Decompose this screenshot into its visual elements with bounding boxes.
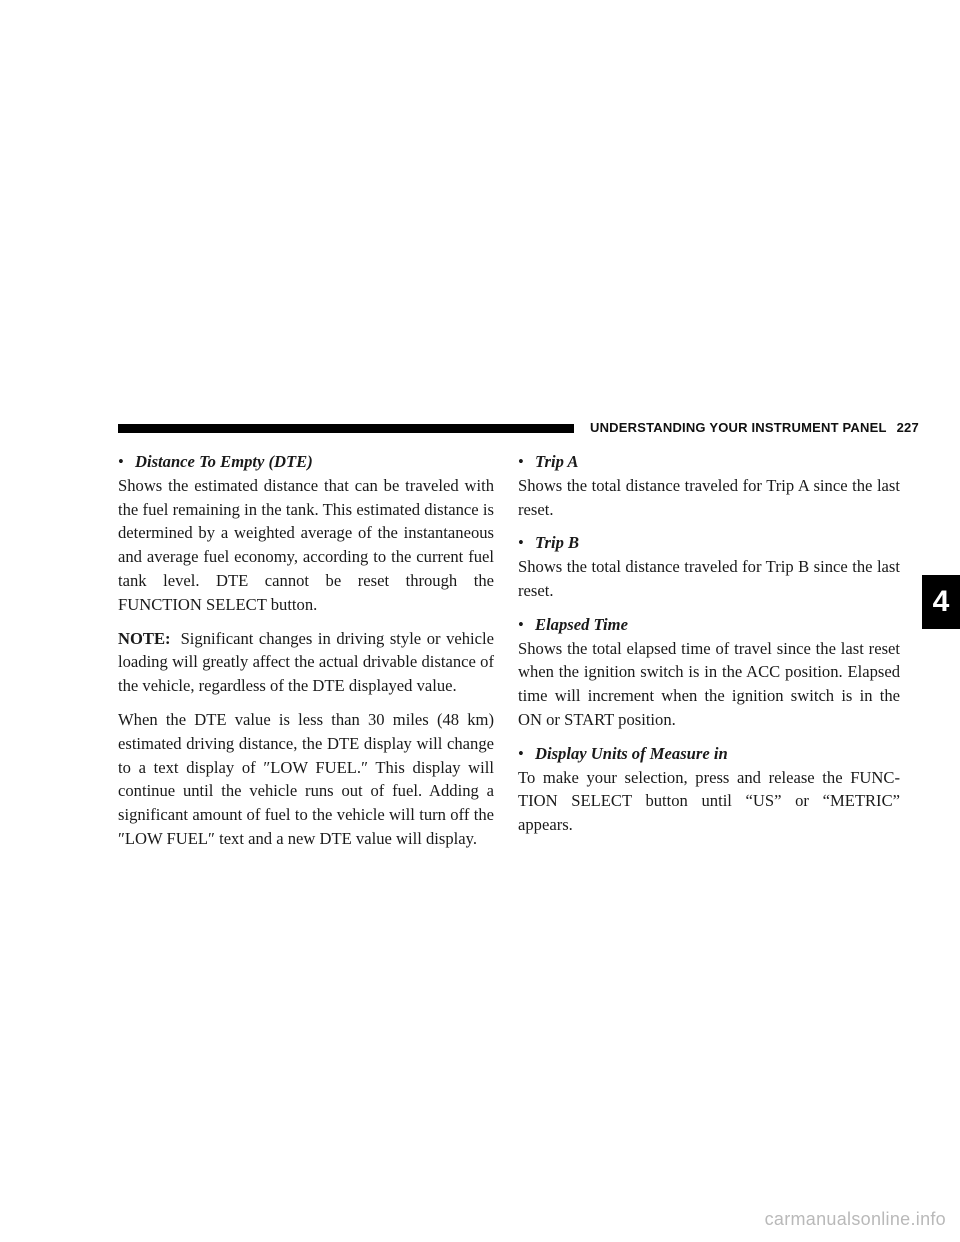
bullet-icon: • — [118, 452, 124, 471]
low-fuel-paragraph: When the DTE value is less than 30 miles (48 km) estimated driving distance, the DTE display will change to a text display of ″LOW FUEL.″ This display will continue until the vehicle runs out of fuel. Adding a significant amount of fuel to the vehicle will turn off the ″LOW FUEL″ text and a new DTE value will display. — [118, 709, 494, 848]
section-title: UNDERSTANDING YOUR INSTRUMENT PANEL — [590, 420, 887, 435]
note-paragraph — [118, 627, 494, 698]
dte-heading — [118, 450, 494, 474]
page-number: 227 — [896, 420, 919, 435]
trip-b-body: Shows the total distance traveled for Trip B since the last reset. — [518, 557, 900, 600]
elapsed-time-heading — [518, 613, 900, 637]
watermark: carmanualsonline.info — [764, 1209, 946, 1229]
trip-b-heading — [518, 531, 900, 555]
bullet-icon: • — [518, 743, 524, 763]
trip-a-heading-text: Trip A — [535, 452, 579, 471]
units-heading-text: Display Units of Measure in — [535, 743, 728, 763]
trip-b-heading-text: Trip B — [535, 533, 580, 553]
bullet-icon: • — [518, 452, 524, 471]
bullet-icon: • — [518, 614, 524, 634]
elapsed-time-heading-text: Elapsed Time — [535, 614, 628, 634]
note-text: Significant changes in driving style or vehicle loading will greatly affect the actual drivable distance of the vehicle, regardless of the DTE displayed value. — [118, 628, 494, 696]
header-rule — [118, 424, 574, 433]
trip-a-heading — [518, 450, 900, 474]
trip-a-body: Shows the total distance traveled for Trip A since the last reset. — [518, 475, 900, 519]
running-header — [590, 420, 919, 435]
right-column — [518, 450, 900, 847]
units-heading — [518, 742, 900, 766]
bullet-icon: • — [518, 533, 524, 553]
units-body: To make your selection, press and release the FUNC-TION SELECT button until “US” or “METRIC” appears. — [518, 767, 900, 835]
dte-heading-text: Distance To Empty (DTE) — [135, 452, 313, 471]
dte-body: Shows the estimated distance that can be traveled with the fuel remaining in the tank. This estimated distance is determined by a weighted average of the instantaneous and average fuel economy, according to the current fuel tank level. DTE cannot be reset through the FUNCTION SELECT button. — [118, 475, 494, 614]
left-column — [118, 450, 494, 861]
note-label: NOTE: — [118, 628, 171, 648]
chapter-tab: 4 — [922, 575, 960, 629]
elapsed-time-body: Shows the total elapsed time of travel since the last reset when the ignition switch is in the ACC position. Elapsed time will increment when the ignition switch is in the ON or START position. — [518, 638, 900, 729]
